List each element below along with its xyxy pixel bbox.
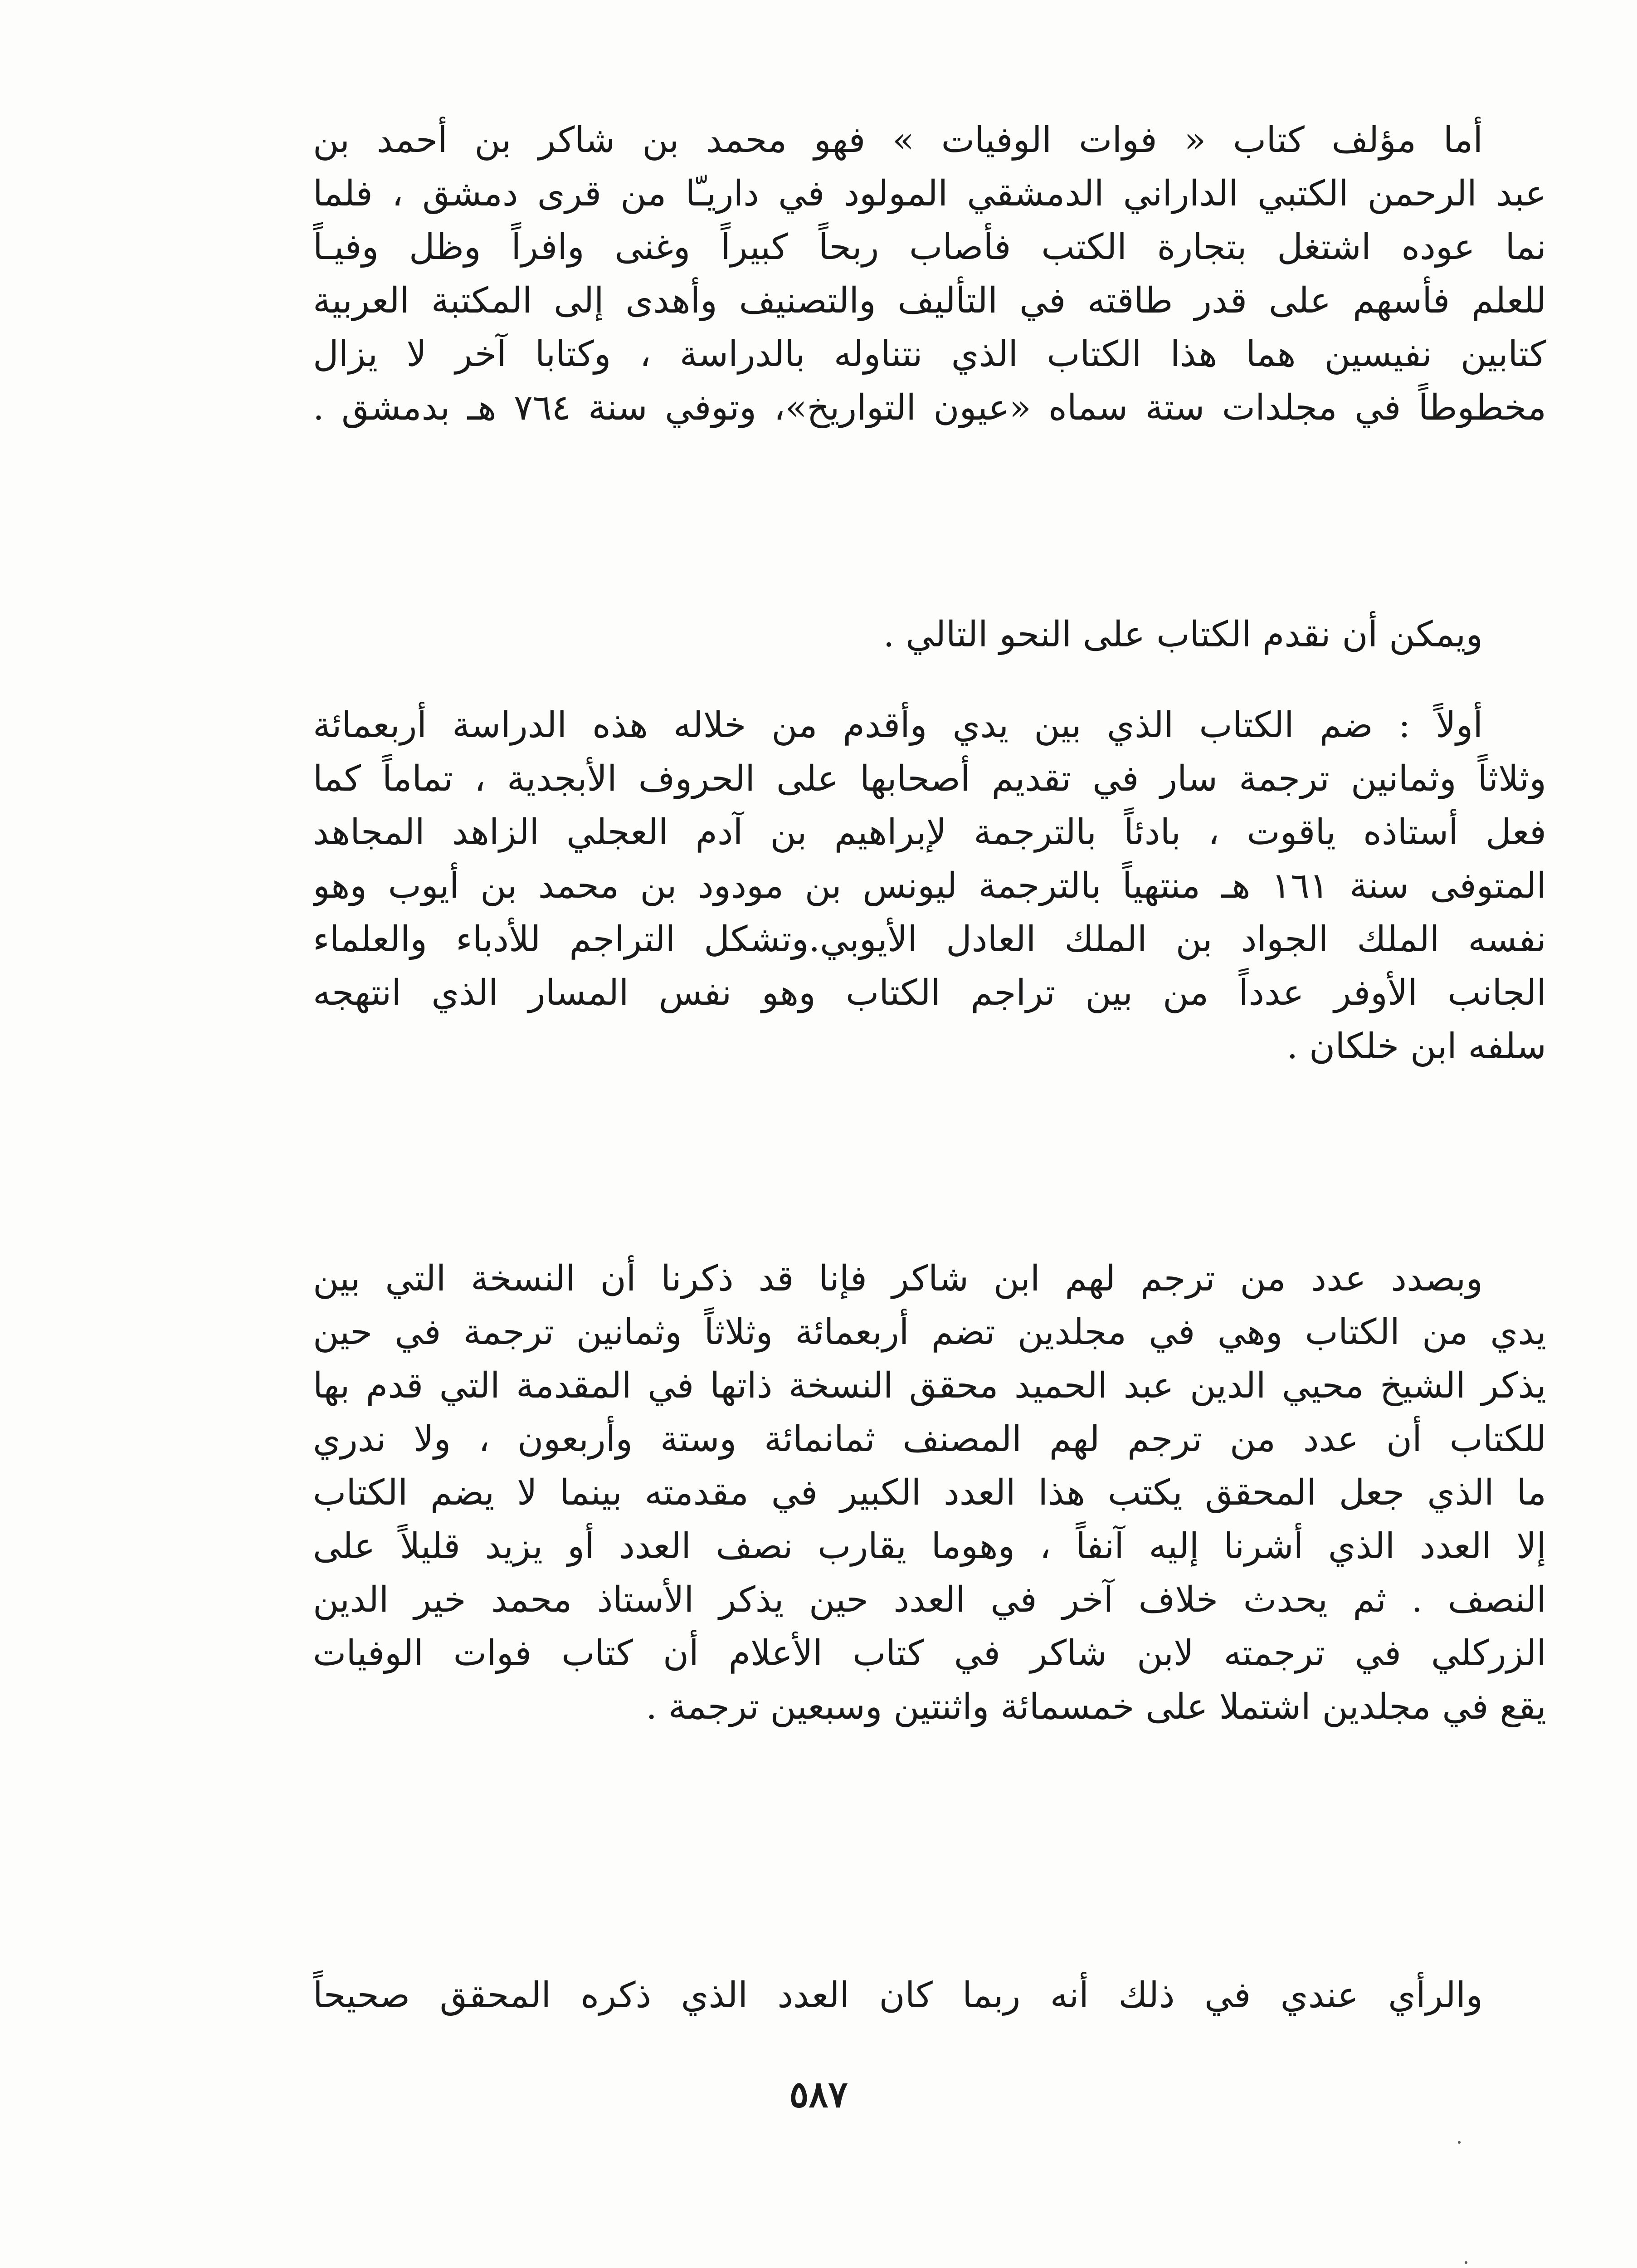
- paragraph-first-point: [313, 699, 1546, 1073]
- text-line: نما عوده اشتغل بتجارة الكتب فأصاب ربحاً كبيراً وغنى وافراً وظل وفيـاً: [313, 227, 1546, 268]
- scan-speck: [1458, 2141, 1461, 2144]
- text-line: مخطوطاً في مجلدات ستة سماه «عيون التواريخ»، وتوفي سنة ٧٦٤ هـ بدمشق .: [313, 387, 1546, 428]
- text-line: النصف . ثم يحدث خلاف آخر في العدد حين يذكر الأستاذ محمد خير الدين: [313, 1579, 1546, 1620]
- text-line: الجانب الأوفر عدداً من بين تراجم الكتاب وهو نفس المسار الذي انتهجه: [313, 973, 1546, 1013]
- text-line: سلفه ابن خلكان .: [1286, 1026, 1546, 1067]
- text-line: ويمكن أن نقدم الكتاب على النحو التالي .: [883, 614, 1483, 655]
- paragraph-author-opinion: [313, 1969, 1546, 2022]
- text-line: أما مؤلف كتاب « فوات الوفيات » فهو محمد بن شاكر بن أحمد بن: [313, 120, 1483, 161]
- text-line: أولاً : ضم الكتاب الذي بين يدي وأقدم من خلاله هذه الدراسة أربعمائة: [313, 705, 1483, 746]
- text-line: إلا العدد الذي أشرنا إليه آنفاً ، وهوما يقارب نصف العدد أو يزيد قليلاً على: [313, 1526, 1546, 1567]
- text-line: للكتاب أن عدد من ترجم لهم المصنف ثمانمائة وستة وأربعون ، ولا ندري: [313, 1419, 1546, 1460]
- paragraph-presentation-intro: [313, 608, 1546, 661]
- text-line: والرأي عندي في ذلك أنه ربما كان العدد الذي ذكره المحقق صحيحاً: [313, 1975, 1483, 2016]
- text-line: عبد الرحمن الكتبي الداراني الدمشقي المولود في داريـّا من قرى دمشق ، فلما: [313, 173, 1546, 214]
- text-line: وبصدد عدد من ترجم لهم ابن شاكر فإنا قد ذكرنا أن النسخة التي بين: [313, 1258, 1483, 1299]
- text-line: يذكر الشيخ محيي الدين عبد الحميد محقق النسخة ذاتها في المقدمة التي قدم بها: [313, 1365, 1546, 1406]
- scan-speck: [1465, 2261, 1467, 2264]
- page-number: ٥٨٧: [789, 2073, 848, 2116]
- text-line: يدي من الكتاب وهي في مجلدين تضم أربعمائة وثلاثاً وثمانين ترجمة في حين: [313, 1312, 1546, 1353]
- paragraph-author-intro: [313, 113, 1546, 435]
- text-line: نفسه الملك الجواد بن الملك العادل الأيوبي.وتشكل التراجم للأدباء والعلماء: [313, 919, 1546, 960]
- text-line: الزركلي في ترجمته لابن شاكر في كتاب الأعلام أن كتاب فوات الوفيات: [313, 1633, 1546, 1674]
- text-line: المتوفى سنة ١٦١ هـ منتهياً بالترجمة ليونس بن مودود بن محمد بن أيوب وهو: [313, 865, 1546, 906]
- text-line: للعلم فأسهم على قدر طاقته في التأليف والتصنيف وأهدى إلى المكتبة العربية: [313, 280, 1546, 321]
- text-line: وثلاثاً وثمانين ترجمة سار في تقديم أصحابها على الحروف الأبجدية ، تماماً كما: [313, 758, 1546, 799]
- text-line: يقع في مجلدين اشتملا على خمسمائة واثنتين وسبعين ترجمة .: [646, 1686, 1546, 1727]
- text-line: كتابين نفيسين هما هذا الكتاب الذي نتناوله بالدراسة ، وكتابا آخر لا يزال: [313, 334, 1546, 375]
- text-line: ما الذي جعل المحقق يكتب هذا العدد الكبير في مقدمته بينما لا يضم الكتاب: [313, 1472, 1546, 1513]
- paragraph-count-discussion: [313, 1252, 1546, 1734]
- text-line: فعل أستاذه ياقوت ، بادئاً بالترجمة لإبراهيم بن آدم العجلي الزاهد المجاهد: [313, 812, 1546, 853]
